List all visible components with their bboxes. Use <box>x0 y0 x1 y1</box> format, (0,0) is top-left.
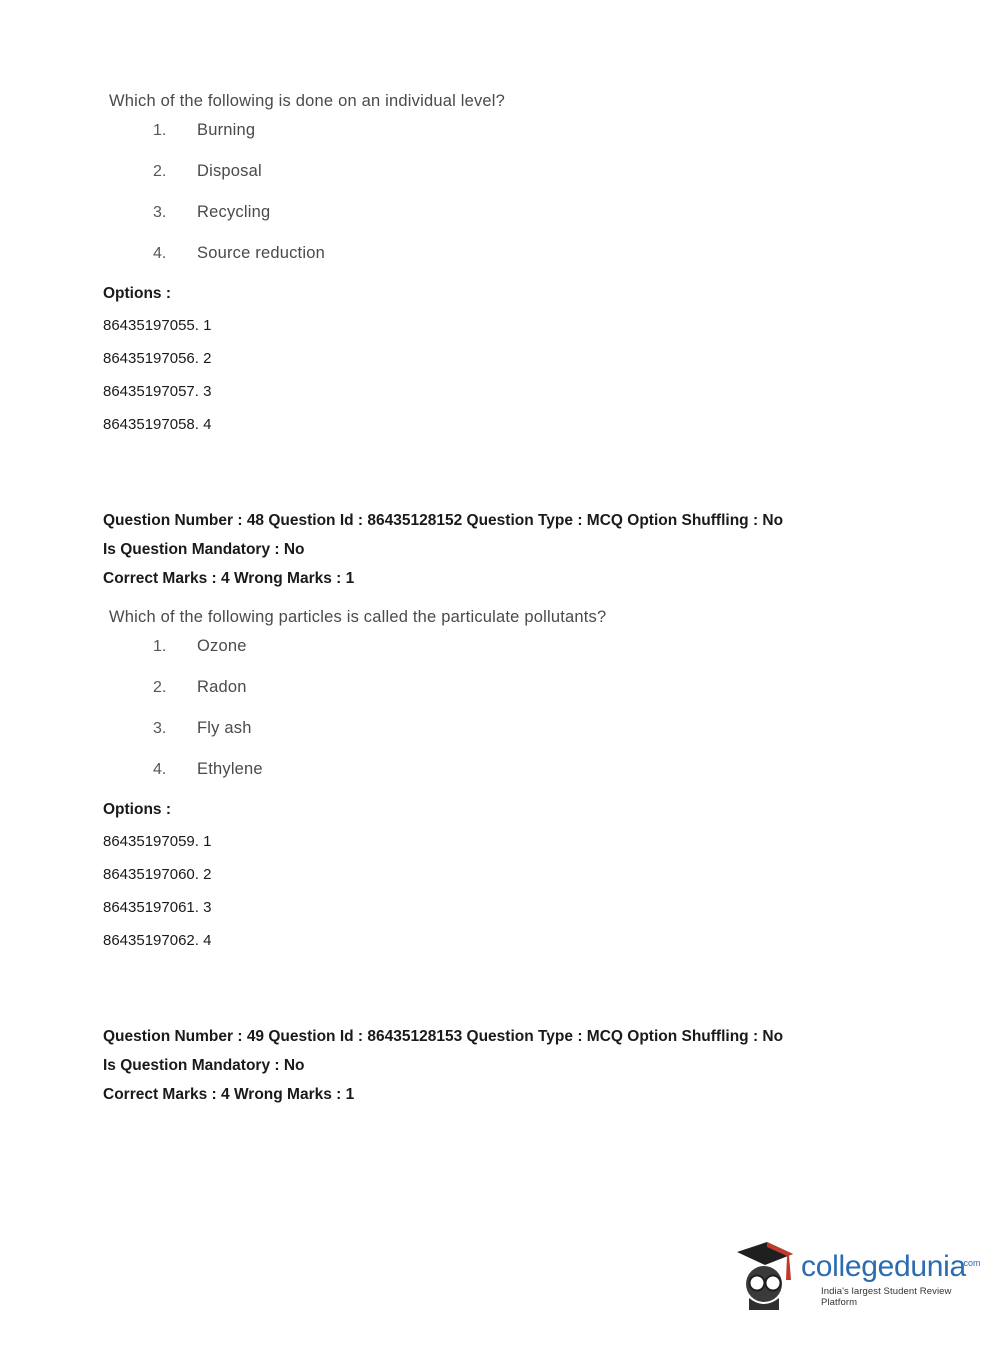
choice-item <box>103 719 903 738</box>
choice-text: Burning <box>197 121 256 139</box>
question-meta-line-3: Correct Marks : 4 Wrong Marks : 1 <box>103 570 355 588</box>
choice-text: Source reduction <box>197 244 325 262</box>
question-meta-line-3: Correct Marks : 4 Wrong Marks : 1 <box>103 1086 355 1104</box>
spacer <box>103 596 903 608</box>
choice-number: 1. <box>153 638 167 656</box>
logo-brand-suffix: .com <box>961 1258 981 1268</box>
choice-item <box>103 162 903 181</box>
question-meta-line-2: Is Question Mandatory : No <box>103 541 305 559</box>
option-id: 86435197062. 4 <box>103 932 212 950</box>
graduate-logo-icon <box>731 1240 797 1312</box>
option-id: 86435197061. 3 <box>103 899 212 917</box>
choice-text: Fly ash <box>197 719 252 738</box>
choice-item <box>103 203 903 222</box>
option-id: 86435197058. 4 <box>103 416 212 433</box>
choice-text: Recycling <box>197 203 271 221</box>
option-id: 86435197059. 1 <box>103 833 212 851</box>
choice-number: 4. <box>153 761 167 779</box>
question-block-3 <box>103 1025 903 1107</box>
question-block-2 <box>103 509 903 949</box>
choice-number: 3. <box>153 204 167 221</box>
section-spacer <box>103 449 903 509</box>
choice-item <box>103 678 903 697</box>
choice-text: Radon <box>197 678 247 697</box>
options-label: Options : <box>103 801 172 819</box>
question-meta-line-2: Is Question Mandatory : No <box>103 1057 305 1075</box>
question-meta-line-1: Question Number : 49 Question Id : 86435128153 Question Type : MCQ Option Shuffling : No <box>103 1028 784 1046</box>
choice-number: 1. <box>153 122 167 139</box>
logo-tagline: India's largest Student Review Platform <box>821 1286 952 1308</box>
question-meta <box>103 509 903 591</box>
logo-brand-text: collegedunia <box>801 1250 966 1283</box>
choice-number: 3. <box>153 720 167 738</box>
choice-item <box>103 244 903 263</box>
section-spacer <box>103 965 903 1025</box>
choice-item <box>103 121 903 140</box>
choice-text: Ethylene <box>197 760 263 779</box>
question-meta-line-1: Question Number : 48 Question Id : 86435128152 Question Type : MCQ Option Shuffling : No <box>103 512 784 529</box>
option-id: 86435197057. 3 <box>103 383 212 400</box>
choice-list <box>103 121 903 263</box>
choice-number: 4. <box>153 245 167 262</box>
question-meta <box>103 1025 903 1107</box>
choice-text: Disposal <box>197 162 262 180</box>
choice-item <box>103 637 903 656</box>
question-stem: Which of the following is done on an individual level? <box>109 92 506 110</box>
choice-list <box>103 637 903 779</box>
option-id: 86435197055. 1 <box>103 317 212 334</box>
choice-text: Ozone <box>197 637 247 656</box>
choice-number: 2. <box>153 679 167 697</box>
question-stem: Which of the following particles is called the particulate pollutants? <box>109 608 607 627</box>
document-content <box>103 92 903 1112</box>
option-id: 86435197060. 2 <box>103 866 212 884</box>
option-id: 86435197056. 2 <box>103 350 212 367</box>
options-label: Options : <box>103 285 172 302</box>
choice-item <box>103 760 903 779</box>
collegedunia-watermark <box>729 1236 979 1316</box>
choice-number: 2. <box>153 163 167 180</box>
question-block-1 <box>103 92 903 433</box>
